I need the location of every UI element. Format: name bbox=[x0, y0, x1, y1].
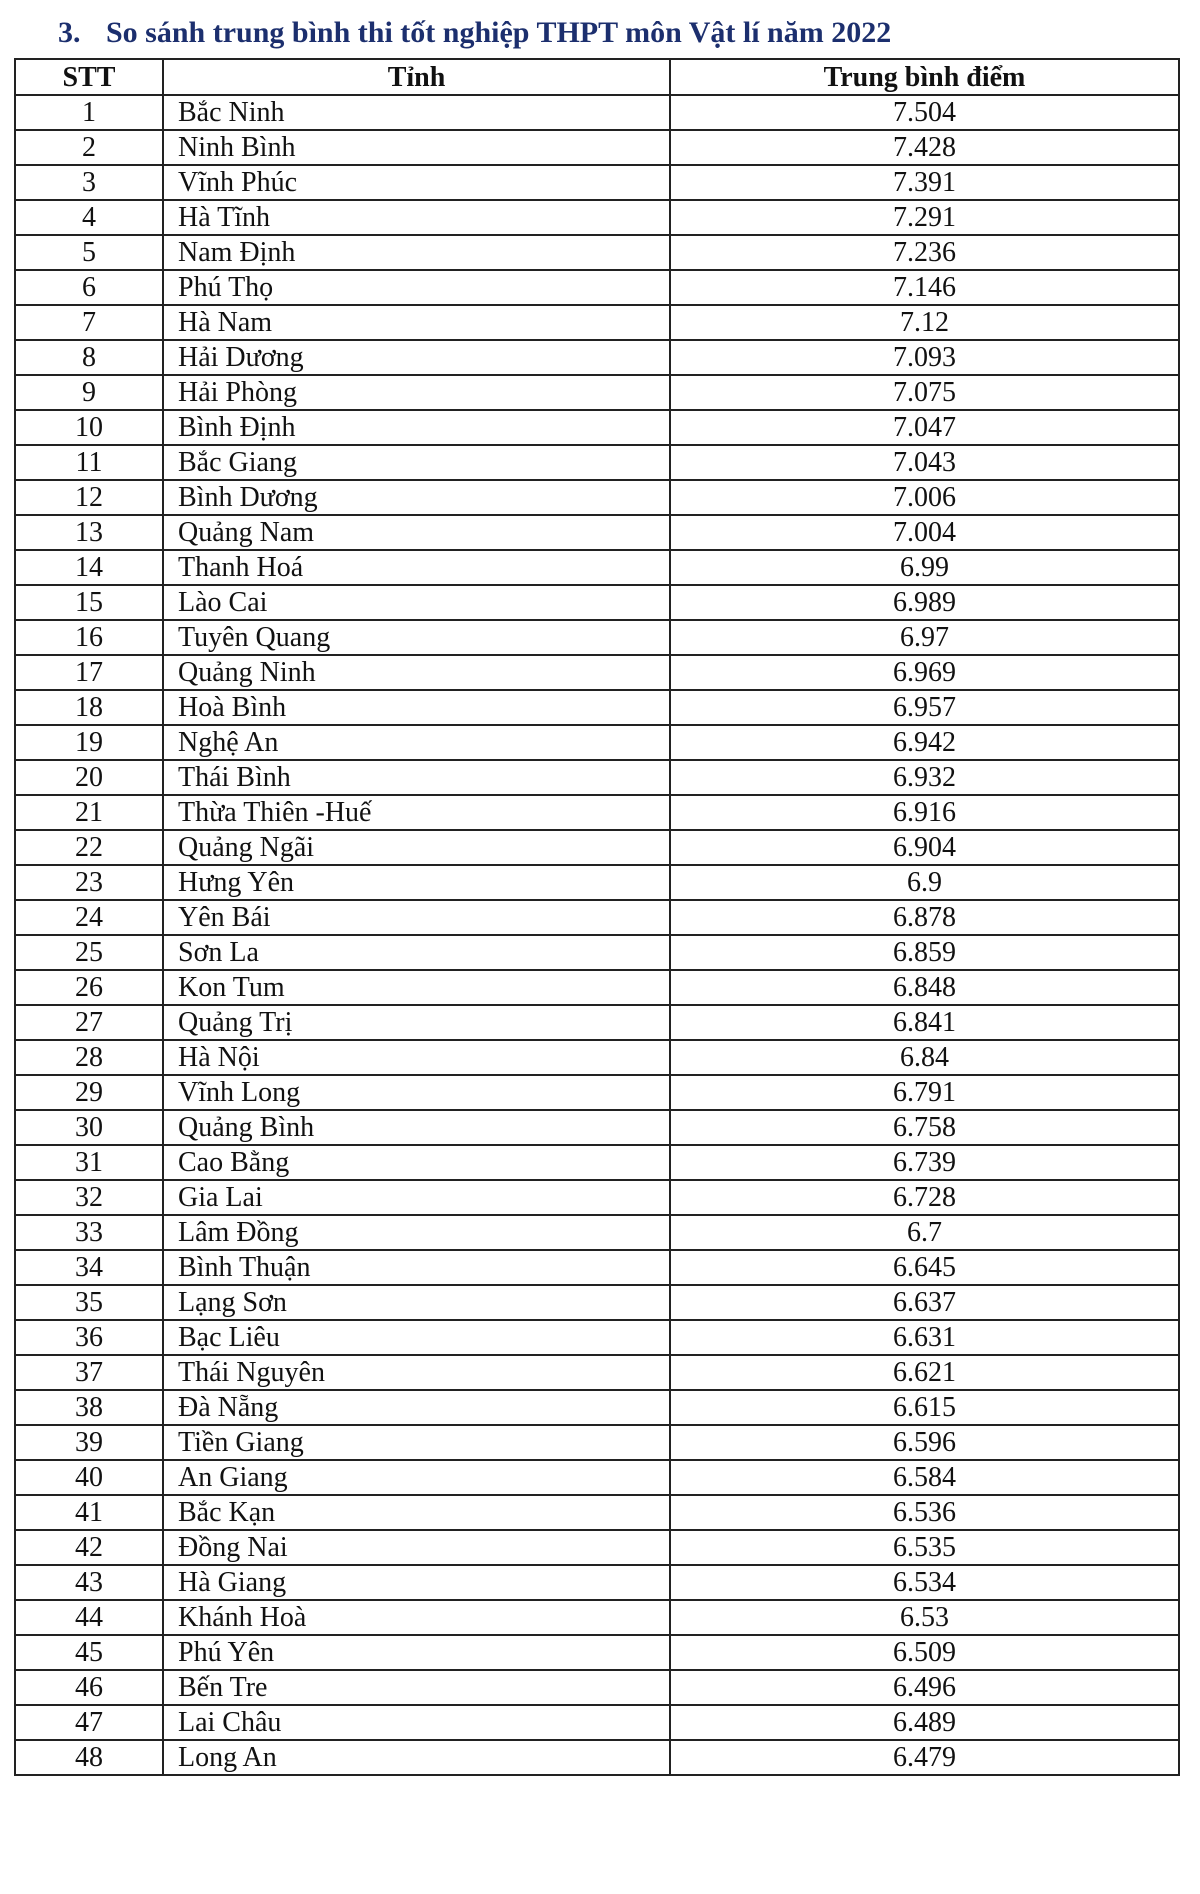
cell-average: 7.504 bbox=[670, 95, 1179, 130]
cell-average: 6.841 bbox=[670, 1005, 1179, 1040]
cell-stt: 28 bbox=[15, 1040, 163, 1075]
cell-province: Vĩnh Long bbox=[163, 1075, 670, 1110]
cell-average: 7.043 bbox=[670, 445, 1179, 480]
cell-average: 7.291 bbox=[670, 200, 1179, 235]
table-row bbox=[15, 1390, 1179, 1425]
table-row bbox=[15, 1110, 1179, 1145]
cell-province: Lai Châu bbox=[163, 1705, 670, 1740]
cell-province: Ninh Bình bbox=[163, 130, 670, 165]
cell-province: Lâm Đồng bbox=[163, 1215, 670, 1250]
cell-average: 7.391 bbox=[670, 165, 1179, 200]
cell-average: 6.536 bbox=[670, 1495, 1179, 1530]
cell-average: 6.479 bbox=[670, 1740, 1179, 1775]
cell-average: 6.621 bbox=[670, 1355, 1179, 1390]
cell-stt: 15 bbox=[15, 585, 163, 620]
cell-stt: 29 bbox=[15, 1075, 163, 1110]
cell-stt: 48 bbox=[15, 1740, 163, 1775]
table-row bbox=[15, 1600, 1179, 1635]
header-stt: STT bbox=[15, 59, 163, 95]
table-row bbox=[15, 655, 1179, 690]
cell-stt: 21 bbox=[15, 795, 163, 830]
table-row bbox=[15, 795, 1179, 830]
table-row bbox=[15, 375, 1179, 410]
cell-stt: 31 bbox=[15, 1145, 163, 1180]
cell-stt: 12 bbox=[15, 480, 163, 515]
cell-province: Bạc Liêu bbox=[163, 1320, 670, 1355]
table-row bbox=[15, 165, 1179, 200]
table-row bbox=[15, 305, 1179, 340]
table-row bbox=[15, 760, 1179, 795]
cell-province: Hải Dương bbox=[163, 340, 670, 375]
cell-stt: 24 bbox=[15, 900, 163, 935]
cell-stt: 18 bbox=[15, 690, 163, 725]
cell-province: Nghệ An bbox=[163, 725, 670, 760]
cell-average: 6.99 bbox=[670, 550, 1179, 585]
cell-province: Tuyên Quang bbox=[163, 620, 670, 655]
cell-average: 6.904 bbox=[670, 830, 1179, 865]
cell-average: 6.584 bbox=[670, 1460, 1179, 1495]
table-row bbox=[15, 620, 1179, 655]
cell-province: Phú Yên bbox=[163, 1635, 670, 1670]
cell-stt: 36 bbox=[15, 1320, 163, 1355]
cell-stt: 44 bbox=[15, 1600, 163, 1635]
cell-stt: 25 bbox=[15, 935, 163, 970]
cell-province: Lạng Sơn bbox=[163, 1285, 670, 1320]
cell-average: 6.728 bbox=[670, 1180, 1179, 1215]
cell-province: Thừa Thiên -Huế bbox=[163, 795, 670, 830]
cell-stt: 14 bbox=[15, 550, 163, 585]
cell-stt: 27 bbox=[15, 1005, 163, 1040]
cell-province: Thái Bình bbox=[163, 760, 670, 795]
cell-province: Lào Cai bbox=[163, 585, 670, 620]
cell-average: 6.615 bbox=[670, 1390, 1179, 1425]
cell-province: Quảng Ninh bbox=[163, 655, 670, 690]
table-row bbox=[15, 970, 1179, 1005]
cell-average: 6.848 bbox=[670, 970, 1179, 1005]
cell-average: 7.006 bbox=[670, 480, 1179, 515]
cell-stt: 47 bbox=[15, 1705, 163, 1740]
cell-average: 7.004 bbox=[670, 515, 1179, 550]
cell-stt: 7 bbox=[15, 305, 163, 340]
cell-stt: 30 bbox=[15, 1110, 163, 1145]
cell-province: Gia Lai bbox=[163, 1180, 670, 1215]
cell-average: 7.236 bbox=[670, 235, 1179, 270]
table-row bbox=[15, 935, 1179, 970]
cell-province: Bắc Ninh bbox=[163, 95, 670, 130]
cell-stt: 22 bbox=[15, 830, 163, 865]
table-row bbox=[15, 410, 1179, 445]
table-row bbox=[15, 1320, 1179, 1355]
table-row bbox=[15, 1670, 1179, 1705]
cell-stt: 37 bbox=[15, 1355, 163, 1390]
header-province: Tỉnh bbox=[163, 59, 670, 95]
cell-average: 6.7 bbox=[670, 1215, 1179, 1250]
table-row bbox=[15, 1250, 1179, 1285]
cell-stt: 17 bbox=[15, 655, 163, 690]
table-row bbox=[15, 1705, 1179, 1740]
cell-province: Bình Thuận bbox=[163, 1250, 670, 1285]
cell-average: 7.075 bbox=[670, 375, 1179, 410]
table-body bbox=[15, 95, 1179, 1775]
section-title: So sánh trung bình thi tốt nghiệp THPT môn Vật lí năm 2022 bbox=[106, 16, 892, 49]
cell-average: 7.093 bbox=[670, 340, 1179, 375]
cell-average: 6.496 bbox=[670, 1670, 1179, 1705]
table-row bbox=[15, 1495, 1179, 1530]
cell-stt: 34 bbox=[15, 1250, 163, 1285]
cell-stt: 35 bbox=[15, 1285, 163, 1320]
cell-stt: 1 bbox=[15, 95, 163, 130]
cell-province: Quảng Trị bbox=[163, 1005, 670, 1040]
table-row bbox=[15, 1425, 1179, 1460]
cell-province: Long An bbox=[163, 1740, 670, 1775]
table-row bbox=[15, 200, 1179, 235]
table-row bbox=[15, 690, 1179, 725]
cell-province: Kon Tum bbox=[163, 970, 670, 1005]
cell-province: Yên Bái bbox=[163, 900, 670, 935]
cell-average: 6.9 bbox=[670, 865, 1179, 900]
cell-province: Quảng Bình bbox=[163, 1110, 670, 1145]
table-row bbox=[15, 1215, 1179, 1250]
cell-stt: 39 bbox=[15, 1425, 163, 1460]
cell-province: Hưng Yên bbox=[163, 865, 670, 900]
cell-average: 6.859 bbox=[670, 935, 1179, 970]
table-row bbox=[15, 1075, 1179, 1110]
cell-average: 7.428 bbox=[670, 130, 1179, 165]
cell-province: Đồng Nai bbox=[163, 1530, 670, 1565]
cell-stt: 26 bbox=[15, 970, 163, 1005]
cell-stt: 5 bbox=[15, 235, 163, 270]
table-row bbox=[15, 725, 1179, 760]
cell-average: 6.535 bbox=[670, 1530, 1179, 1565]
table-row bbox=[15, 1460, 1179, 1495]
cell-province: Hà Tĩnh bbox=[163, 200, 670, 235]
table-row bbox=[15, 900, 1179, 935]
cell-stt: 33 bbox=[15, 1215, 163, 1250]
cell-province: Bình Dương bbox=[163, 480, 670, 515]
cell-average: 6.534 bbox=[670, 1565, 1179, 1600]
cell-average: 6.932 bbox=[670, 760, 1179, 795]
cell-province: Hà Giang bbox=[163, 1565, 670, 1600]
cell-average: 6.942 bbox=[670, 725, 1179, 760]
cell-province: Hoà Bình bbox=[163, 690, 670, 725]
table-row bbox=[15, 445, 1179, 480]
cell-province: Sơn La bbox=[163, 935, 670, 970]
table-row bbox=[15, 1040, 1179, 1075]
cell-stt: 38 bbox=[15, 1390, 163, 1425]
table-row bbox=[15, 830, 1179, 865]
cell-average: 6.637 bbox=[670, 1285, 1179, 1320]
cell-province: Cao Bằng bbox=[163, 1145, 670, 1180]
table-row bbox=[15, 1635, 1179, 1670]
cell-average: 7.12 bbox=[670, 305, 1179, 340]
table-row bbox=[15, 235, 1179, 270]
table-header-row bbox=[15, 59, 1179, 95]
cell-province: Vĩnh Phúc bbox=[163, 165, 670, 200]
section-number: 3. bbox=[58, 16, 81, 49]
table-row bbox=[15, 1145, 1179, 1180]
table-row bbox=[15, 480, 1179, 515]
cell-province: Bắc Kạn bbox=[163, 1495, 670, 1530]
cell-stt: 45 bbox=[15, 1635, 163, 1670]
cell-average: 6.916 bbox=[670, 795, 1179, 830]
cell-province: Quảng Nam bbox=[163, 515, 670, 550]
cell-stt: 19 bbox=[15, 725, 163, 760]
cell-average: 6.739 bbox=[670, 1145, 1179, 1180]
table-row bbox=[15, 1180, 1179, 1215]
header-average: Trung bình điểm bbox=[670, 59, 1179, 95]
score-table bbox=[14, 58, 1180, 1776]
cell-stt: 32 bbox=[15, 1180, 163, 1215]
cell-stt: 6 bbox=[15, 270, 163, 305]
cell-province: Khánh Hoà bbox=[163, 1600, 670, 1635]
cell-stt: 40 bbox=[15, 1460, 163, 1495]
cell-province: Bến Tre bbox=[163, 1670, 670, 1705]
cell-stt: 4 bbox=[15, 200, 163, 235]
table-row bbox=[15, 340, 1179, 375]
cell-stt: 41 bbox=[15, 1495, 163, 1530]
cell-stt: 20 bbox=[15, 760, 163, 795]
cell-average: 6.84 bbox=[670, 1040, 1179, 1075]
cell-province: Nam Định bbox=[163, 235, 670, 270]
table-row bbox=[15, 270, 1179, 305]
cell-average: 6.758 bbox=[670, 1110, 1179, 1145]
cell-average: 6.645 bbox=[670, 1250, 1179, 1285]
table-row bbox=[15, 1005, 1179, 1040]
cell-province: Bình Định bbox=[163, 410, 670, 445]
cell-stt: 11 bbox=[15, 445, 163, 480]
cell-stt: 13 bbox=[15, 515, 163, 550]
cell-average: 6.878 bbox=[670, 900, 1179, 935]
cell-province: Thái Nguyên bbox=[163, 1355, 670, 1390]
cell-province: Thanh Hoá bbox=[163, 550, 670, 585]
cell-stt: 42 bbox=[15, 1530, 163, 1565]
table-row bbox=[15, 95, 1179, 130]
cell-stt: 2 bbox=[15, 130, 163, 165]
table-row bbox=[15, 515, 1179, 550]
cell-average: 6.53 bbox=[670, 1600, 1179, 1635]
table-row bbox=[15, 865, 1179, 900]
section-heading bbox=[58, 10, 891, 56]
cell-average: 6.989 bbox=[670, 585, 1179, 620]
table-row bbox=[15, 1740, 1179, 1775]
cell-province: Hà Nội bbox=[163, 1040, 670, 1075]
cell-stt: 9 bbox=[15, 375, 163, 410]
cell-province: An Giang bbox=[163, 1460, 670, 1495]
cell-average: 6.969 bbox=[670, 655, 1179, 690]
cell-average: 6.509 bbox=[670, 1635, 1179, 1670]
cell-stt: 8 bbox=[15, 340, 163, 375]
cell-stt: 10 bbox=[15, 410, 163, 445]
cell-average: 6.631 bbox=[670, 1320, 1179, 1355]
table-row bbox=[15, 1530, 1179, 1565]
cell-stt: 16 bbox=[15, 620, 163, 655]
table-row bbox=[15, 1285, 1179, 1320]
cell-province: Tiền Giang bbox=[163, 1425, 670, 1460]
cell-province: Bắc Giang bbox=[163, 445, 670, 480]
cell-average: 6.596 bbox=[670, 1425, 1179, 1460]
table-row bbox=[15, 1565, 1179, 1600]
table-row bbox=[15, 585, 1179, 620]
cell-province: Phú Thọ bbox=[163, 270, 670, 305]
cell-average: 6.957 bbox=[670, 690, 1179, 725]
table-row bbox=[15, 130, 1179, 165]
cell-average: 6.791 bbox=[670, 1075, 1179, 1110]
table-row bbox=[15, 550, 1179, 585]
cell-average: 7.146 bbox=[670, 270, 1179, 305]
cell-province: Quảng Ngãi bbox=[163, 830, 670, 865]
cell-average: 6.489 bbox=[670, 1705, 1179, 1740]
cell-province: Hà Nam bbox=[163, 305, 670, 340]
cell-average: 6.97 bbox=[670, 620, 1179, 655]
cell-stt: 46 bbox=[15, 1670, 163, 1705]
cell-province: Đà Nẵng bbox=[163, 1390, 670, 1425]
cell-stt: 23 bbox=[15, 865, 163, 900]
cell-average: 7.047 bbox=[670, 410, 1179, 445]
table-row bbox=[15, 1355, 1179, 1390]
cell-stt: 43 bbox=[15, 1565, 163, 1600]
cell-stt: 3 bbox=[15, 165, 163, 200]
cell-province: Hải Phòng bbox=[163, 375, 670, 410]
